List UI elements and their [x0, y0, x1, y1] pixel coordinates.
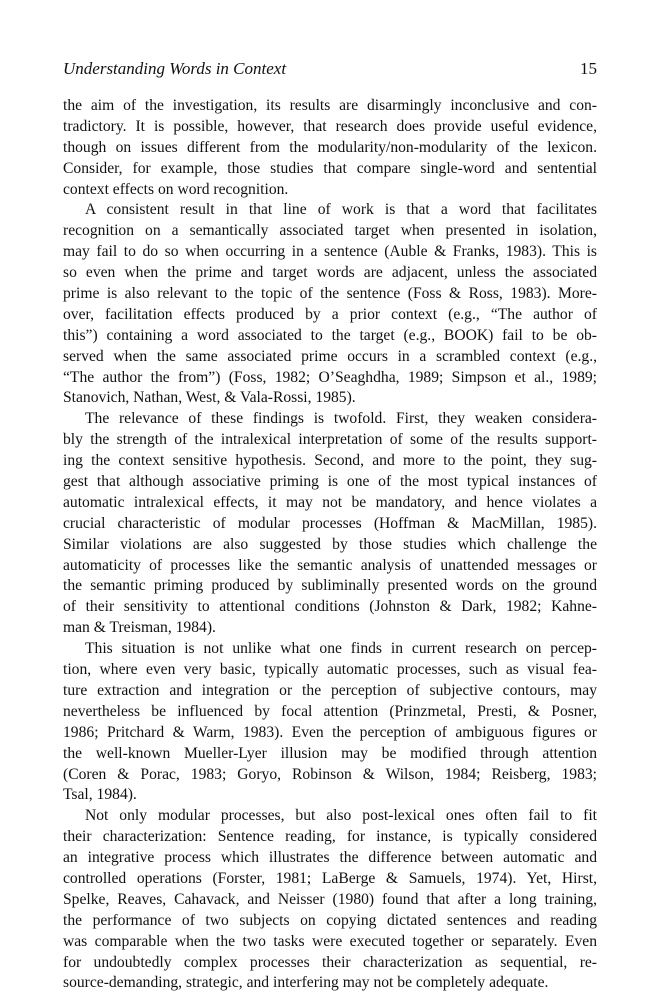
paragraph [63, 96, 597, 200]
paragraph [63, 806, 597, 994]
text-line: nevertheless be influenced by focal attention (Prinzmetal, Presti, & Posner, [63, 702, 597, 720]
text-line: (Coren & Porac, 1983; Goryo, Robinson & Wilson, 1984; Reisberg, 1983; [63, 765, 597, 783]
running-title: Understanding Words in Context [63, 59, 287, 78]
body-text [63, 96, 597, 994]
text-line: bly the strength of the intralexical interpretation of some of the results support- [63, 431, 597, 449]
text-line: prime is also relevant to the topic of the sentence (Foss & Ross, 1983). More- [63, 285, 597, 303]
text-line: Similar violations are also suggested by those studies which challenge the [63, 535, 597, 553]
text-line: Not only modular processes, but also post-lexical ones often fail to fit [85, 807, 597, 825]
text-line: Stanovich, Nathan, West, & Vala-Rossi, 1985). [63, 389, 356, 407]
text-line: tradictory. It is possible, however, that research does provide useful evidence, [63, 117, 597, 135]
paragraph [63, 639, 597, 806]
text-line: the aim of the investigation, its results are disarmingly inconclusive and con- [63, 97, 597, 114]
text-line: crucial characteristic of modular processes (Hoffman & MacMillan, 1985). [63, 514, 597, 532]
text-line: this”) containing a word associated to the target (e.g., BOOK) fail to be ob- [63, 326, 597, 344]
text-line: so even when the prime and target words are adjacent, unless the associated [63, 264, 597, 282]
text-line: source-demanding, strategic, and interfering may not be completely adequate. [63, 974, 549, 992]
text-line: the performance of two subjects on copying dictated sentences and reading [63, 911, 597, 929]
text-line: This situation is not unlike what one finds in current research on percep- [85, 640, 597, 658]
text-line: an integrative process which illustrates the difference between automatic and [63, 849, 597, 867]
text-line: tion, where even very basic, typically automatic processes, such as visual fea- [63, 661, 597, 679]
text-line: automatic intralexical effects, it may not be mandatory, and hence violates a [63, 493, 597, 511]
text-line: served when the same associated prime occurs in a scrambled context (e.g., [63, 347, 597, 365]
text-line: recognition on a semantically associated target when presented in isolation, [63, 222, 597, 240]
text-line: for undoubtedly complex processes their characterization as sequential, re- [63, 953, 597, 971]
text-line: Consider, for example, those studies that compare single-word and sentential [63, 159, 597, 177]
text-line: Tsal, 1984). [63, 786, 137, 804]
paragraph [63, 200, 597, 409]
text-line: 1986; Pritchard & Warm, 1983). Even the perception of ambiguous figures or [63, 723, 597, 741]
text-line: their characterization: Sentence reading, for instance, is typically considered [63, 828, 597, 846]
text-line: gest that although associative priming is one of the most typical instances of [63, 473, 597, 491]
text-line: was comparable when the two tasks were executed together or separately. Even [63, 932, 597, 950]
text-line: of their sensitivity to attentional conditions (Johnston & Dark, 1982; Kahne- [63, 598, 597, 616]
text-line: the well-known Mueller-Lyer illusion may be modified through attention [63, 744, 597, 762]
running-head [63, 57, 597, 81]
text-line: ture extraction and integration or the perception of subjective contours, may [63, 681, 597, 699]
text-line: context effects on word recognition. [63, 180, 289, 198]
text-line: ing the context sensitive hypothesis. Second, and more to the point, they sug- [63, 452, 597, 470]
page-number: 15 [580, 59, 597, 78]
text-line: A consistent result in that line of work is that a word that facilitates [85, 201, 597, 219]
text-line: the semantic priming produced by subliminally presented words on the ground [63, 577, 597, 595]
text-line: over, facilitation effects produced by a prior context (e.g., “The author of [63, 305, 597, 323]
text-line: Spelke, Reaves, Cahavack, and Neisser (1980) found that after a long training, [63, 890, 597, 908]
text-line: The relevance of these findings is twofold. First, they weaken considera- [85, 410, 597, 428]
text-line: “The author the from”) (Foss, 1982; O’Seaghdha, 1989; Simpson et al., 1989; [63, 368, 597, 386]
text-line: automaticity of processes like the semantic analysis of unattended messages or [63, 556, 597, 574]
text-line: controlled operations (Forster, 1981; LaBerge & Samuels, 1974). Yet, Hirst, [63, 869, 597, 887]
text-line: man & Treisman, 1984). [63, 619, 216, 637]
text-line: though on issues different from the modularity/non-modularity of the lexicon. [63, 138, 597, 156]
paragraph [63, 409, 597, 639]
text-line: may fail to do so when occurring in a sentence (Auble & Franks, 1983). This is [63, 243, 597, 261]
